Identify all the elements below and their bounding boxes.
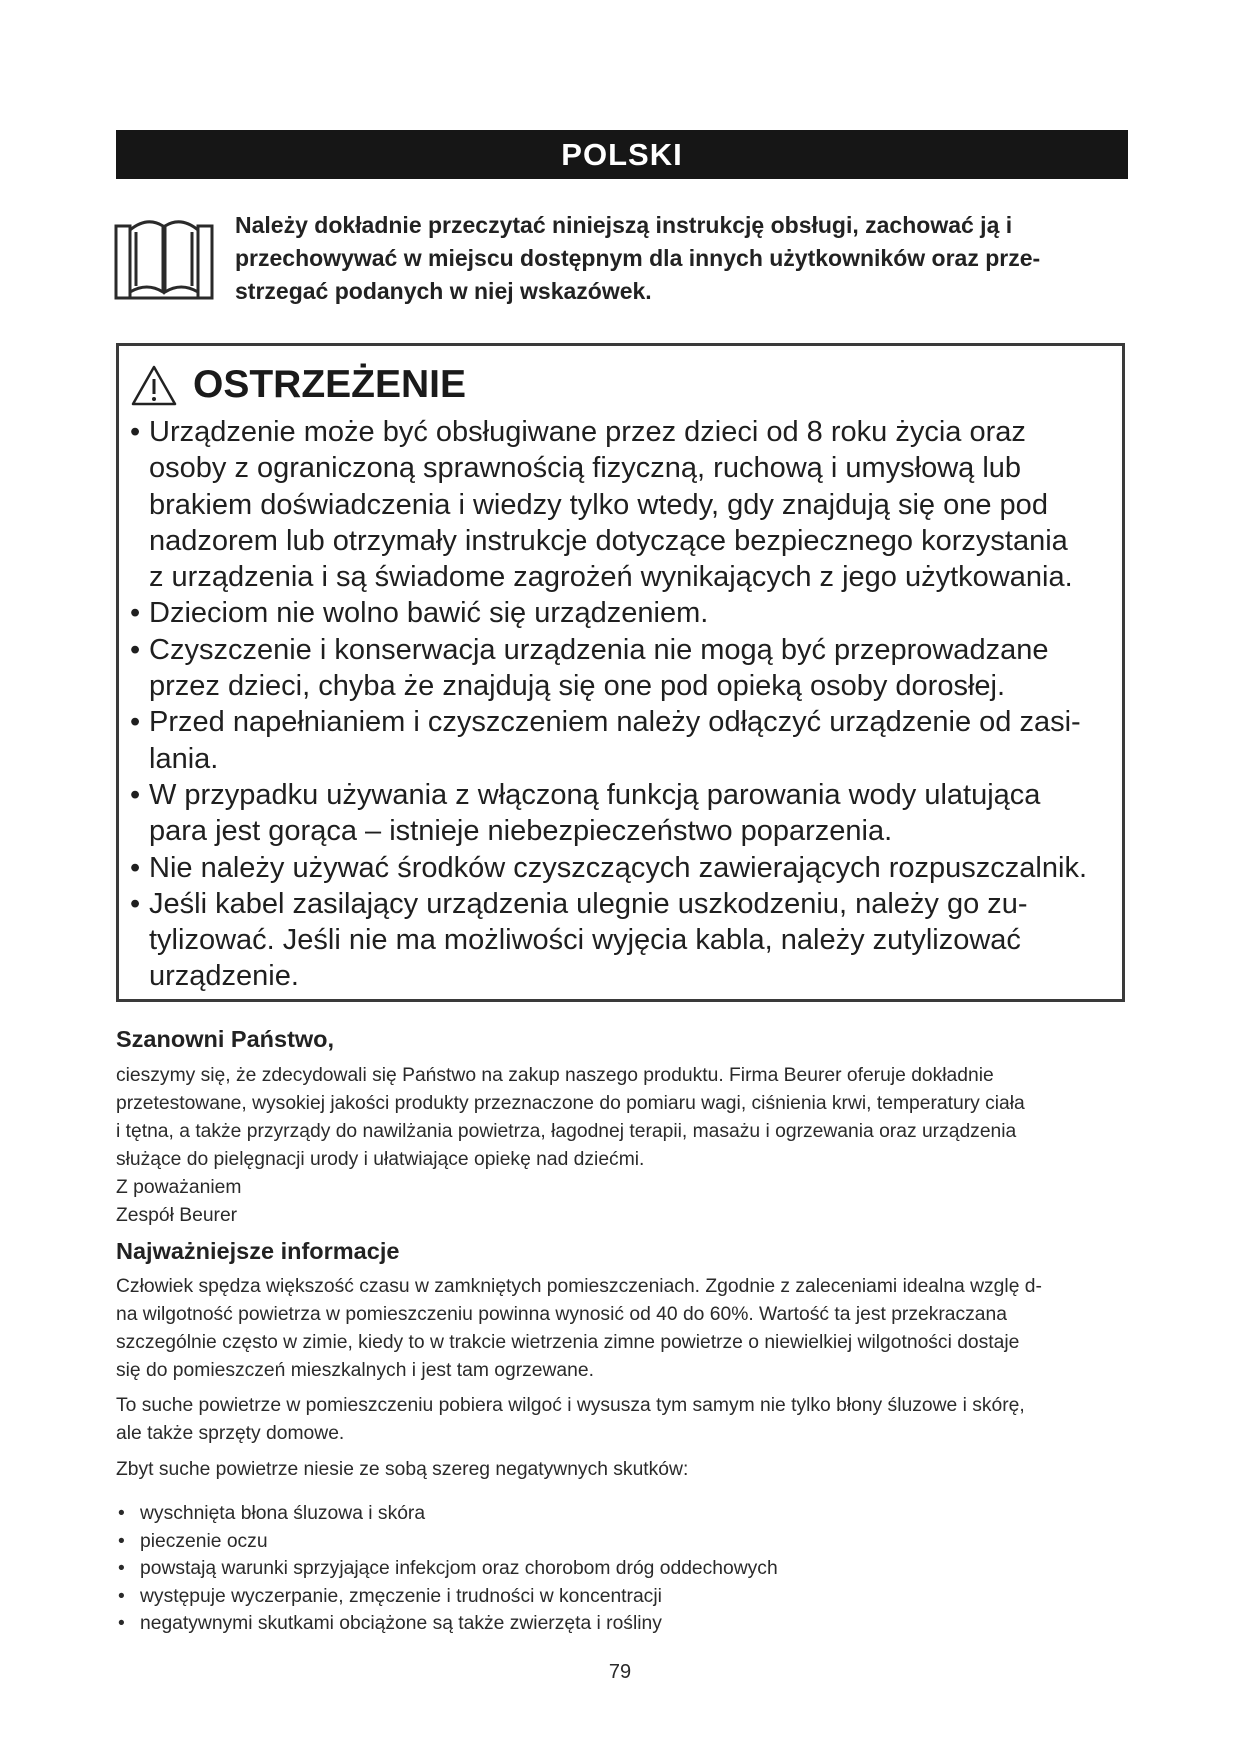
- bullet: •: [130, 778, 141, 811]
- warning-line: W przypadku używania z włączoną funkcją parowania wody ulatująca: [149, 778, 1041, 811]
- intro-line: Należy dokładnie przeczytać niniejszą instrukcję obsługi, zachować ją i: [235, 212, 1013, 238]
- text-line: przetestowane, wysokiej jakości produkty przeznaczone do pomiaru wagi, ciśnienia krwi, temperatury ciała: [116, 1093, 1025, 1114]
- warning-line: Nie należy używać środków czyszczących zawierających rozpuszczalnik.: [149, 851, 1087, 884]
- warning-line: brakiem doświadczenia i wiedzy tylko wtedy, gdy znajdują się one pod: [149, 488, 1048, 521]
- warning-item: [129, 886, 1119, 995]
- bullet: •: [130, 597, 141, 630]
- text-line: na wilgotność powietrza w pomieszczeniu powinna wynosić od 40 do 60%. Wartość ta jest przekraczana: [116, 1304, 1007, 1325]
- warning-item: [129, 595, 1119, 631]
- bullet: •: [118, 1613, 125, 1634]
- warning-box: [116, 343, 1125, 1002]
- effect-text: wyschnięta błona śluzowa i skóra: [140, 1503, 426, 1524]
- warning-line: urządzenie.: [149, 960, 299, 993]
- warning-item: [129, 704, 1119, 777]
- effect-item: [116, 1500, 1116, 1528]
- effect-text: negatywnymi skutkami obciążone są także zwierzęta i rośliny: [140, 1613, 662, 1634]
- warning-list: [129, 414, 1119, 995]
- warning-title: OSTRZEŻENIE: [193, 363, 467, 406]
- bullet: •: [130, 706, 141, 739]
- intro-line: przechowywać w miejscu dostępnym dla innych użytkowników oraz prze-: [235, 245, 1041, 271]
- effect-item: [116, 1583, 1116, 1611]
- bullet: •: [130, 633, 141, 666]
- effects-list: [116, 1500, 1116, 1638]
- text-line: służące do pielęgnacji urody i ułatwiające opiekę nad dziećmi.: [116, 1149, 645, 1170]
- warning-line: osoby z ograniczoną sprawnością fizyczną, ruchową i umysłową lub: [149, 452, 1022, 485]
- language-header: POLSKI: [116, 130, 1128, 179]
- warning-line: tylizować. Jeśli nie ma możliwości wyjęcia kabla, należy zutylizować: [149, 924, 1021, 957]
- warning-line: lania.: [149, 742, 219, 775]
- page-number: 79: [608, 1661, 632, 1683]
- effect-item: [116, 1555, 1116, 1583]
- book-icon: [114, 212, 214, 300]
- text-line: i tętna, a także przyrządy do nawilżania powietrza, łagodnej terapii, masażu i ogrzewania oraz urządzenia: [116, 1121, 1017, 1142]
- text-line: To suche powietrze w pomieszczeniu pobiera wilgoć i wysusza tym samym nie tylko błony śluzowe i skórę,: [116, 1395, 1025, 1416]
- bullet: •: [118, 1558, 125, 1579]
- bullet: •: [118, 1585, 125, 1607]
- warning-line: Przed napełnianiem i czyszczeniem należy odłączyć urządzenie od zasi-: [149, 706, 1081, 739]
- greeting-paragraph: [116, 1062, 1132, 1230]
- effect-text: pieczenie oczu: [140, 1530, 268, 1552]
- important-paragraph-1: [116, 1273, 1132, 1385]
- warning-line: Dzieciom nie wolno bawić się urządzeniem.: [149, 597, 709, 630]
- warning-item: [129, 850, 1119, 886]
- effect-text: powstają warunki sprzyjające infekcjom oraz chorobom dróg oddechowych: [140, 1558, 778, 1579]
- intro-line: strzegać podanych w niej wskazówek.: [235, 278, 652, 304]
- effect-item: [116, 1610, 1116, 1638]
- text-line: cieszymy się, że zdecydowali się Państwo na zakup naszego produktu. Firma Beurer oferuje dokładnie: [116, 1065, 994, 1086]
- text-line: szczególnie często w zimie, kiedy to w trakcie wietrzenia zimne powietrze o niewielkiej wilgotności dostaje: [116, 1332, 1020, 1353]
- warning-triangle-icon: [131, 364, 177, 406]
- warning-line: Jeśli kabel zasilający urządzenia ulegnie uszkodzeniu, należy go zu-: [149, 887, 1028, 920]
- effect-item: [116, 1528, 1116, 1556]
- warning-line: Czyszczenie i konserwacja urządzenia nie mogą być przeprowadzane: [149, 633, 1049, 666]
- warning-item: [129, 632, 1119, 705]
- warning-line: z urządzenia i są świadome zagrożeń wynikających z jego użytkowania.: [149, 561, 1073, 594]
- bullet: •: [130, 887, 141, 920]
- text-line: się do pomieszczeń mieszkalnych i jest tam ogrzewane.: [116, 1360, 594, 1381]
- warning-item: [129, 777, 1119, 850]
- bullet: •: [130, 416, 141, 448]
- effect-text: występuje wyczerpanie, zmęczenie i trudności w koncentracji: [140, 1585, 662, 1607]
- warning-line: para jest gorąca – istnieje niebezpieczeństwo poparzenia.: [149, 815, 893, 848]
- signature-line: Zespół Beurer: [116, 1205, 238, 1226]
- warning-line: nadzorem lub otrzymały instrukcje dotyczące bezpiecznego korzystania: [149, 524, 1068, 557]
- closing-line: Z poważaniem: [116, 1177, 242, 1198]
- text-line: Człowiek spędza większość czasu w zamkniętych pomieszczeniach. Zgodnie z zaleceniami idealna wzglę d-: [116, 1276, 1042, 1297]
- bullet: •: [118, 1503, 125, 1524]
- bullet: •: [118, 1530, 125, 1552]
- important-paragraph-2: [116, 1392, 1132, 1448]
- greeting-heading: Szanowni Państwo,: [116, 1026, 335, 1052]
- important-heading: Najważniejsze informacje: [116, 1238, 400, 1264]
- intro-text: [235, 209, 1125, 308]
- warning-line: przez dzieci, chyba że znajdują się one pod opieką osoby dorosłej.: [149, 670, 1006, 703]
- warning-line: Urządzenie może być obsługiwane przez dzieci od 8 roku życia oraz: [149, 416, 1026, 448]
- warning-item: [129, 414, 1119, 595]
- bullet: •: [130, 851, 141, 884]
- important-paragraph-3: Zbyt suche powietrze niesie ze sobą szereg negatywnych skutków:: [116, 1459, 689, 1480]
- text-line: ale także sprzęty domowe.: [116, 1423, 345, 1444]
